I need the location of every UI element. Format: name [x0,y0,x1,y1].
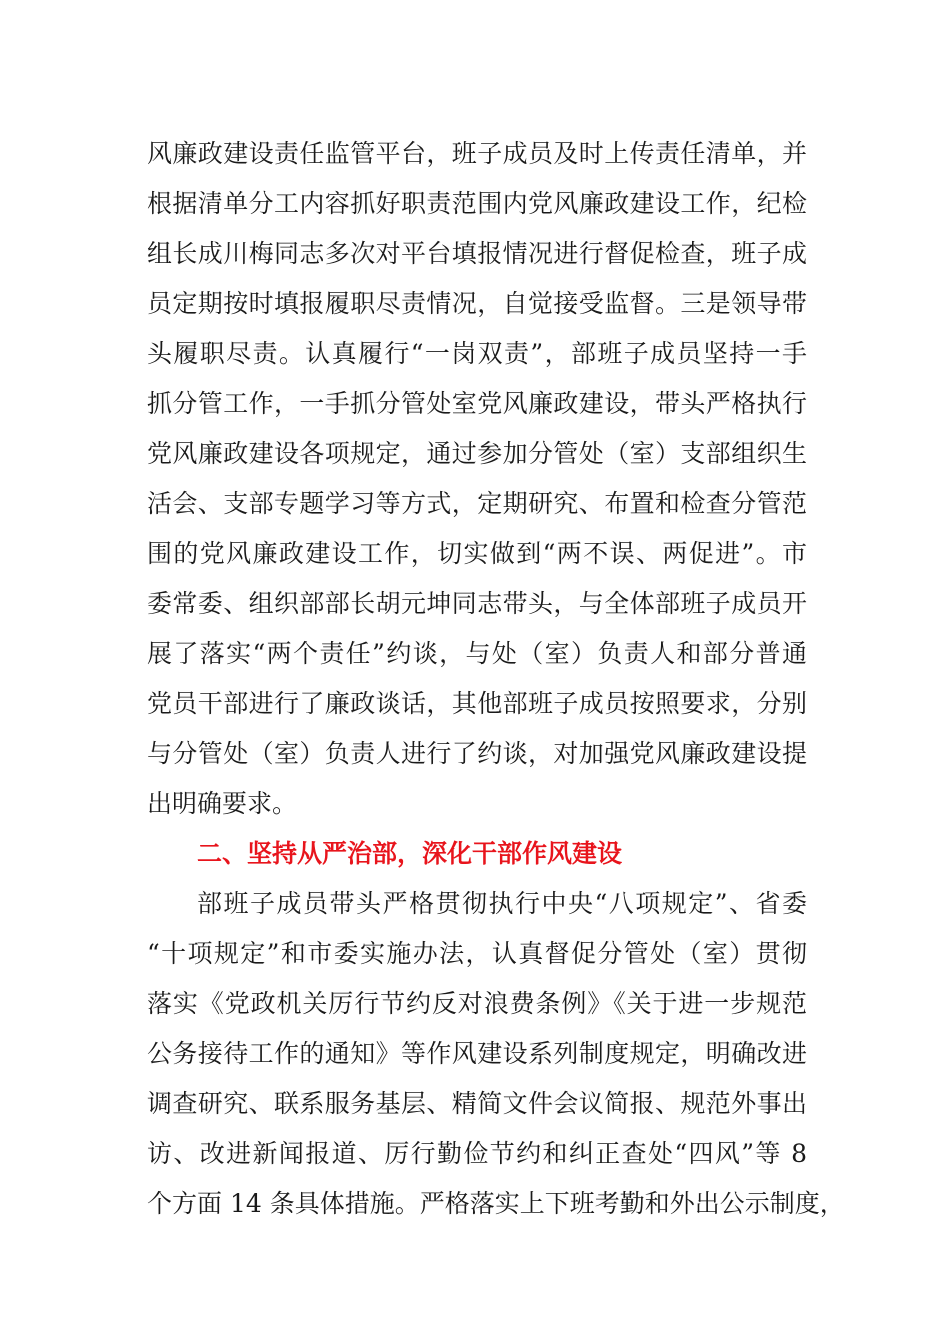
paragraph-line: 围的党风廉政建设工作，切实做到“两不误、两促进”。市 [147,539,807,568]
paragraph-line: 员定期按时填报履职尽责情况，自觉接受监督。三是领导带 [147,289,807,318]
paragraph-line: 落实《党政机关厉行节约反对浪费条例》《关于进一步规范 [147,989,807,1018]
paragraph-line: 根据清单分工内容抓好职责范围内党风廉政建设工作，纪检 [147,189,807,218]
paragraph-line: 访、改进新闻报道、厉行勤俭节约和纠正查处“四风”等 8 [147,1139,807,1168]
paragraph-line: 与分管处（室）负责人进行了约谈，对加强党风廉政建设提 [147,739,807,768]
paragraph-line: 部班子成员带头严格贯彻执行中央“八项规定”、省委 [197,889,807,918]
paragraph-line: 委常委、组织部部长胡元坤同志带头，与全体部班子成员开 [147,589,807,618]
section-heading: 二、坚持从严治部，深化干部作风建设 [197,839,623,868]
paragraph-line: 头履职尽责。认真履行“一岗双责”，部班子成员坚持一手 [147,339,807,368]
paragraph-line: 党风廉政建设各项规定，通过参加分管处（室）支部组织生 [147,439,807,468]
paragraph-line: “十项规定”和市委实施办法，认真督促分管处（室）贯彻 [147,939,807,968]
paragraph-line: 党员干部进行了廉政谈话，其他部班子成员按照要求，分别 [147,689,807,718]
paragraph-line: 风廉政建设责任监管平台，班子成员及时上传责任清单，并 [147,139,807,168]
paragraph-line: 个方面 14 条具体措施。严格落实上下班考勤和外出公示制度， [147,1189,845,1218]
paragraph-line: 公务接待工作的通知》等作风建设系列制度规定，明确改进 [147,1039,807,1068]
paragraph-line: 调查研究、联系服务基层、精简文件会议简报、规范外事出 [147,1089,807,1118]
paragraph-line: 抓分管工作，一手抓分管处室党风廉政建设，带头严格执行 [147,389,807,418]
paragraph-line: 出明确要求。 [147,789,298,818]
paragraph-line: 展了落实“两个责任”约谈，与处（室）负责人和部分普通 [147,639,807,668]
paragraph-line: 活会、支部专题学习等方式，定期研究、布置和检查分管范 [147,489,807,518]
paragraph-line: 组长成川梅同志多次对平台填报情况进行督促检查，班子成 [147,239,807,268]
